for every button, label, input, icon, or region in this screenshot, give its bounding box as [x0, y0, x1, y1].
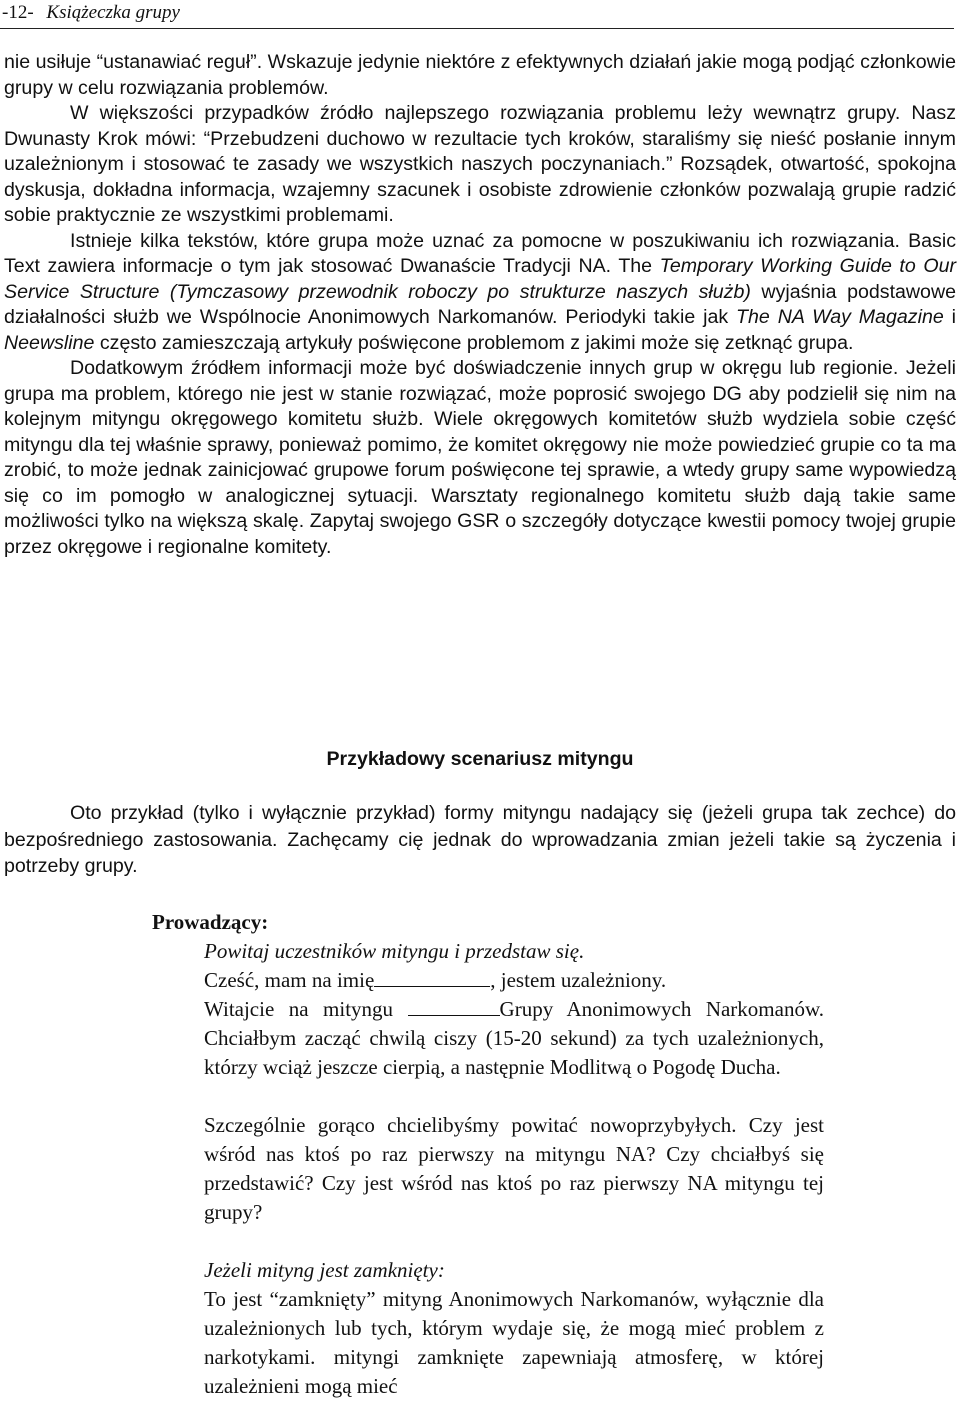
section-intro	[4, 800, 956, 880]
spacer	[204, 1227, 824, 1256]
closed-meeting-paragraph: To jest “zamknięty” mityng Anonimowych Narkomanów, wyłącznie dla uzależnionych lub tych, którym wydaje się, że mogą mieć problem z narkotykami. mityngi zamknięte zapewniają atmosferę, w której uzależnieni mogą mieć	[204, 1287, 824, 1398]
body-text	[4, 50, 956, 560]
text-span: , jestem uzależniony.	[490, 968, 667, 992]
speaker-block	[204, 937, 824, 1401]
text-span: i	[943, 306, 957, 328]
section-title: Przykładowy scenariusz mityngu	[326, 748, 634, 770]
instruction-text: Jeżeli mityng jest zamknięty:	[204, 1258, 445, 1282]
instruction-text: Powitaj uczestników mityngu i przedstaw się.	[204, 939, 585, 963]
text-span: Witajcie na mityngu	[204, 997, 394, 1021]
italic-title: Temporary Working Guide to Our Service Structure (Tymczasowy przewodnik roboczy po strukturze naszych służb)	[4, 255, 956, 303]
paragraph-4: Dodatkowym źródłem informacji może być doświadczenie innych grup w okręgu lub regionie. Jeżeli grupa ma problem, którego nie jest w stanie rozwiązać, może poprosić swojego DG aby podzielił się nim na kolejnym mityngu okręgowego komitetu służb. Wiele okręgowych komitetów służb wydziela sobie część mityngu dla tej właśnie sprawy, ponieważ pomimo, że komitet okręgowy nie może powiedzieć grupie co ta ma zrobić, to może jednak zainicjować grupowe forum poświęcone tej sprawie, a wtedy grupy same wypowiedzą się co im pomogło w analogicznej sytuacji. Warsztaty regionalnego komitetu służb dają takie same możliwości tylko na większą skalę. Zapytaj swojego GSR o szczegóły dotyczące kwestii pomocy twojej grupie przez okręgowe i regionalne komitety.	[4, 357, 956, 558]
spacer	[204, 1082, 824, 1111]
newcomers-paragraph: Szczególnie gorąco chcielibyśmy powitać nowoprzybyłych. Czy jest wśród nas ktoś po raz pierwszy na mityngu NA? Czy chciałbyś się przedstawić? Czy jest wśród nas ktoś po raz pierwszy NA mityngu tej grupy?	[204, 1113, 824, 1224]
meeting-script	[152, 908, 832, 1401]
running-title: Książeczka grupy	[46, 2, 180, 23]
text-span: często zamieszczają artykuły poświęcone problemom z jakimi może się zetknąć grupa.	[94, 331, 854, 354]
paragraph-2: W większości przypadków źródło najlepszego rozwiązania problemu leży wewnątrz grupy. Nasz Dwunasty Krok mówi: “Przebudzeni duchowo w rezultacie tych kroków, staraliśmy się nieść posłanie innym uzależnionym i stosować te zasady we wszystkich naszych poczynaniach.” Rozsądek, otwartość, spokojna dyskusja, dokładna informacja, wzajemny szacunek i osobiste zdrowienie członków pozwalają grupie radzić sobie praktycznie ze wszystkimi problemami.	[4, 102, 956, 226]
paragraph-1: nie usiłuje “ustanawiać reguł”. Wskazuje jedynie niektóre z efektywnych działań jakie mogą podjąć członkowie grupy w celu rozwiązania problemów.	[4, 51, 956, 99]
text-span: Grupy Anonimowych Narkomanów. Chciałbym zacząć chwilą ciszy (15-20 sekund) za tych uzależnionych, którzy wciąż jeszcze cierpią, a następnie Modlitwą o Pogodę Ducha.	[204, 997, 825, 1079]
speaker-label: Prowadzący:	[152, 910, 269, 934]
italic-title: Neewsline	[4, 331, 95, 354]
paragraph-3	[4, 229, 956, 357]
page-number: -12-	[2, 2, 34, 23]
name-blank	[374, 966, 490, 987]
group-name-blank	[408, 995, 500, 1016]
text-span: Cześć, mam na imię	[204, 968, 375, 992]
text-span: Istnieje kilka tekstów, które grupa może uznać za pomocne w poszukiwaniu ich rozwiązania. Basic Text zawiera informacje o tym jak stosować Dwanaście Tradycji NA. The	[4, 229, 956, 277]
italic-title: The NA Way Magazine	[736, 306, 944, 328]
text-span: wyjaśnia podstawowe działalności służb we Wspólnocie Anonimowych Narkomanów. Periodyki takie jak	[4, 280, 956, 328]
greeting-line	[204, 966, 824, 995]
welcome-line	[204, 995, 824, 1082]
page-header	[0, 0, 954, 29]
intro-paragraph: Oto przykład (tylko i wyłącznie przykład) formy mityngu nadający się (jeżeli grupa tak zechce) do bezpośredniego zastosowania. Zachęcamy cię jednak do wprowadzania zmian jeżeli takie są życzenia i potrzeby grupy.	[4, 802, 956, 877]
